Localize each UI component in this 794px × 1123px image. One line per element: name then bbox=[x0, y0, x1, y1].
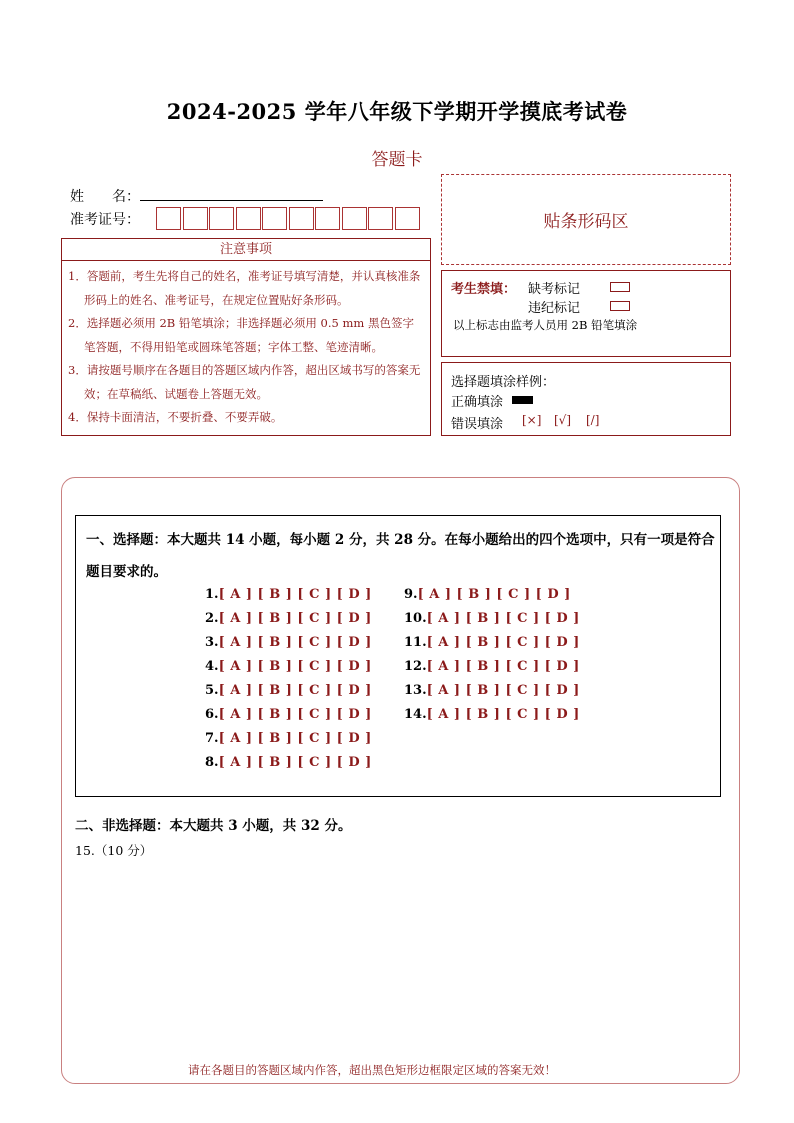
wrong-mark-x: [×] bbox=[522, 413, 542, 427]
wrong-mark-slash: [/] bbox=[586, 413, 600, 427]
id-digit-box[interactable] bbox=[156, 207, 181, 230]
answer-choices[interactable]: [ A ] [ B ] [ C ] [ D ] bbox=[218, 707, 372, 722]
mc-question-row[interactable] bbox=[404, 707, 580, 722]
answer-choices[interactable]: [ A ] [ B ] [ C ] [ D ] bbox=[218, 683, 372, 698]
absent-mark-box[interactable] bbox=[610, 282, 630, 292]
sample-title: 选择题填涂样例： bbox=[451, 375, 556, 390]
question-number: 8. bbox=[205, 755, 219, 770]
answer-choices[interactable]: [ A ] [ B ] [ C ] [ D ] bbox=[218, 611, 372, 626]
answer-choices[interactable]: [ A ] [ B ] [ C ] [ D ] bbox=[417, 587, 571, 602]
mc-question-row[interactable] bbox=[205, 683, 372, 698]
answer-choices[interactable]: [ A ] [ B ] [ C ] [ D ] bbox=[218, 731, 372, 746]
answer-choices[interactable]: [ A ] [ B ] [ C ] [ D ] bbox=[426, 659, 580, 674]
invigilator-box bbox=[441, 270, 731, 357]
ban-note: 以上标志由监考人员用 2B 铅笔填涂 bbox=[453, 318, 638, 332]
notice-item: 4．保持卡面清洁，不要折叠、不要弄破。 bbox=[68, 410, 283, 424]
answer-choices[interactable]: [ A ] [ B ] [ C ] [ D ] bbox=[218, 755, 372, 770]
violation-label: 违纪标记 bbox=[528, 301, 581, 316]
question-number: 3. bbox=[205, 635, 219, 650]
mc-question-row[interactable] bbox=[205, 635, 372, 650]
correct-fill-mark bbox=[512, 396, 533, 404]
id-digit-box[interactable] bbox=[315, 207, 340, 230]
question-15-answer-area[interactable] bbox=[75, 860, 721, 1050]
question-number: 7. bbox=[205, 731, 219, 746]
mc-question-row[interactable] bbox=[205, 659, 372, 674]
question-number: 9. bbox=[404, 587, 418, 602]
mc-question-row[interactable] bbox=[205, 707, 372, 722]
correct-label: 正确填涂 bbox=[451, 395, 504, 410]
notice-item: 3．请按题号顺序在各题目的答题区域内作答，超出区域书写的答案无效；在草稿纸、试题卷上答题无效。 bbox=[68, 363, 421, 401]
question-number: 14. bbox=[404, 707, 427, 722]
answer-choices[interactable]: [ A ] [ B ] [ C ] [ D ] bbox=[218, 587, 372, 602]
violation-mark-box[interactable] bbox=[610, 301, 630, 311]
name-field[interactable] bbox=[140, 200, 323, 201]
question-number: 4. bbox=[205, 659, 219, 674]
question-number: 13. bbox=[404, 683, 427, 698]
id-digit-box[interactable] bbox=[236, 207, 261, 230]
question-number: 5. bbox=[205, 683, 219, 698]
answer-choices[interactable]: [ A ] [ B ] [ C ] [ D ] bbox=[218, 635, 372, 650]
answer-choices[interactable]: [ A ] [ B ] [ C ] [ D ] bbox=[426, 683, 580, 698]
mc-question-row[interactable] bbox=[404, 683, 580, 698]
barcode-area bbox=[441, 174, 731, 265]
question-15-label: 15.（10 分） bbox=[75, 843, 153, 858]
answer-choices[interactable]: [ A ] [ B ] [ C ] [ D ] bbox=[426, 707, 580, 722]
mc-question-row[interactable] bbox=[404, 587, 571, 602]
wrong-mark-check: [√] bbox=[554, 413, 572, 427]
question-number: 10. bbox=[404, 611, 427, 626]
id-digit-box[interactable] bbox=[395, 207, 420, 230]
barcode-label: 贴条形码区 bbox=[543, 212, 629, 232]
id-digit-box[interactable] bbox=[209, 207, 234, 230]
question-number: 12. bbox=[404, 659, 427, 674]
answer-choices[interactable]: [ A ] [ B ] [ C ] [ D ] bbox=[426, 611, 580, 626]
page-title: 2024-2025 学年八年级下学期开学摸底考试卷 bbox=[166, 99, 628, 124]
question-number: 2. bbox=[205, 611, 219, 626]
notice-body bbox=[61, 261, 431, 436]
section2-heading: 二、非选择题：本大题共 3 小题，共 32 分。 bbox=[75, 818, 352, 834]
notice-item: 2．选择题必须用 2B 铅笔填涂；非选择题必须用 0.5 mm 黑色签字笔答题，不得用铅笔或圆珠笔答题；字体工整、笔迹清晰。 bbox=[68, 316, 414, 354]
answer-choices[interactable]: [ A ] [ B ] [ C ] [ D ] bbox=[426, 635, 580, 650]
section1-instructions: 一、选择题：本大题共 14 小题，每小题 2 分，共 28 分。在每小题给出的四个选项中，只有一项是符合题目要求的。 bbox=[86, 532, 715, 580]
id-digit-box[interactable] bbox=[368, 207, 393, 230]
footer-warning: 请在各题目的答题区域内作答，超出黑色矩形边框限定区域的答案无效！ bbox=[188, 1063, 556, 1077]
mc-question-row[interactable] bbox=[205, 611, 372, 626]
answer-choices[interactable]: [ A ] [ B ] [ C ] [ D ] bbox=[218, 659, 372, 674]
mc-question-row[interactable] bbox=[404, 635, 580, 650]
id-digit-box[interactable] bbox=[342, 207, 367, 230]
id-label: 准考证号： bbox=[70, 212, 140, 228]
id-digit-box[interactable] bbox=[262, 207, 287, 230]
mc-question-row[interactable] bbox=[205, 755, 372, 770]
notice-heading: 注意事项 bbox=[61, 238, 431, 261]
question-number: 11. bbox=[404, 635, 427, 650]
mc-question-row[interactable] bbox=[404, 659, 580, 674]
wrong-label: 错误填涂 bbox=[451, 417, 504, 432]
exam-id-boxes[interactable] bbox=[156, 207, 421, 230]
mc-question-row[interactable] bbox=[205, 731, 372, 746]
name-label: 姓 名： bbox=[70, 189, 140, 205]
id-digit-box[interactable] bbox=[183, 207, 208, 230]
mc-question-row[interactable] bbox=[404, 611, 580, 626]
ban-label: 考生禁填： bbox=[451, 282, 517, 297]
question-number: 1. bbox=[205, 587, 219, 602]
notice-item: 1．答题前，考生先将自己的姓名，准考证号填写清楚，并认真核准条形码上的姓名、准考证号，在规定位置贴好条形码。 bbox=[68, 269, 421, 307]
question-number: 6. bbox=[205, 707, 219, 722]
fill-sample-box bbox=[441, 362, 731, 436]
mc-question-row[interactable] bbox=[205, 587, 372, 602]
id-digit-box[interactable] bbox=[289, 207, 314, 230]
absent-label: 缺考标记 bbox=[528, 282, 581, 297]
page-subtitle: 答题卡 bbox=[371, 150, 423, 170]
